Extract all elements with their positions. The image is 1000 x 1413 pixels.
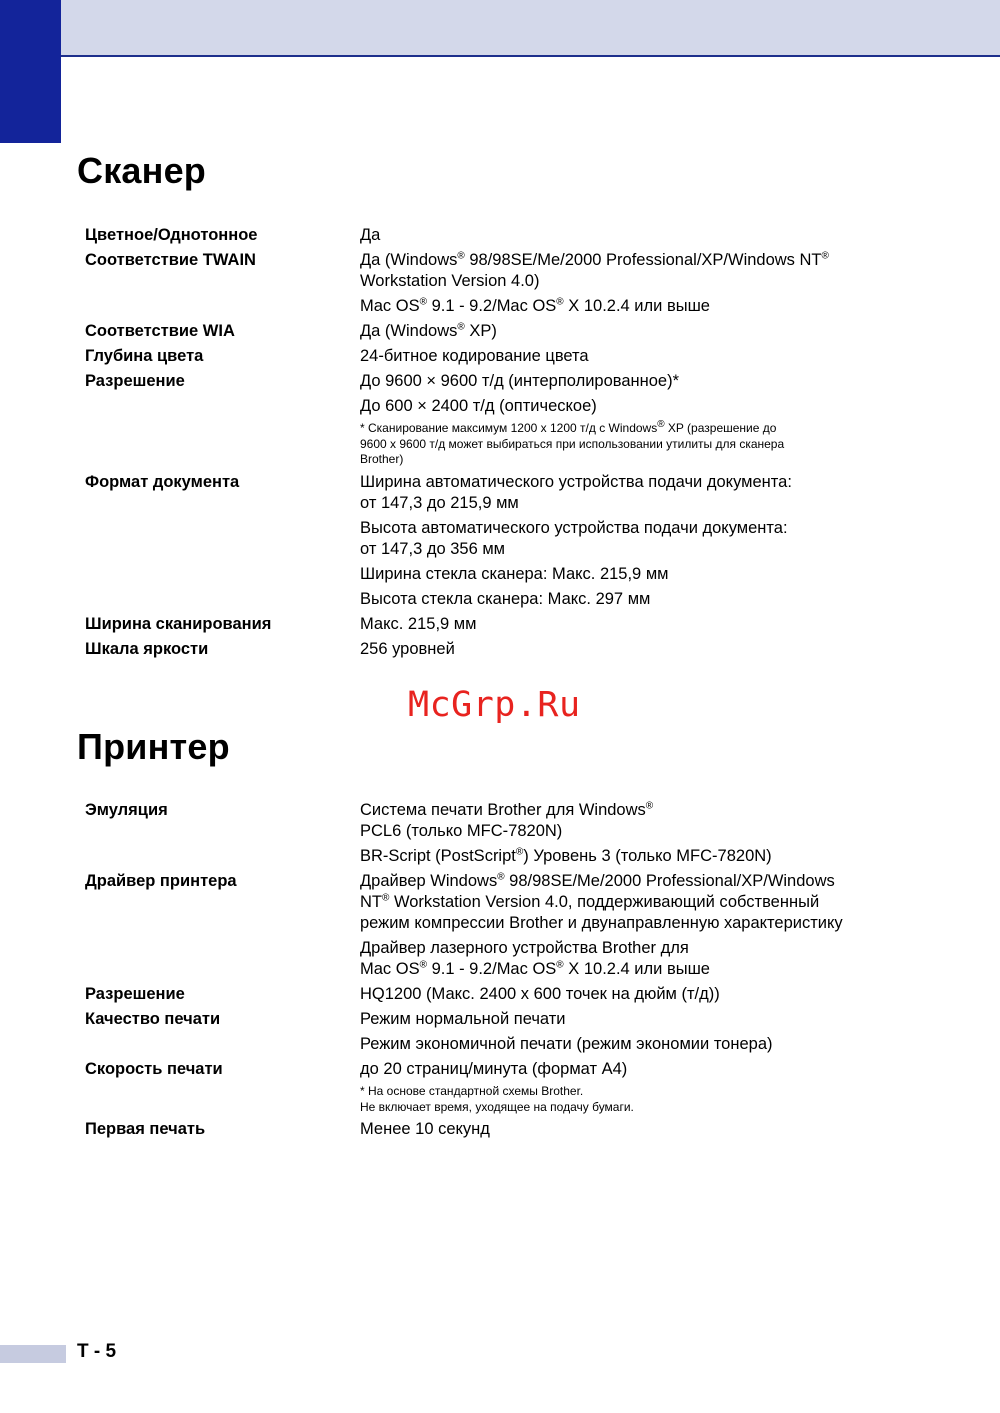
scanner-section-title: Сканер xyxy=(77,150,206,191)
spec-row-emulation xyxy=(85,800,925,871)
spec-value: Да (Windows® 98/98SE/Me/2000 Professional/XP/Windows NT® Workstation Version 4.0) xyxy=(360,250,829,290)
spec-row-print-speed xyxy=(85,1059,925,1119)
spec-value: Система печати Brother для Windows® PCL6 (только MFC-7820N) xyxy=(360,800,654,840)
spec-label: Драйвер принтера xyxy=(85,872,237,890)
spec-row-scan-width xyxy=(85,614,925,639)
spec-value: Ширина автоматического устройства подачи документа: от 147,3 до 215,9 мм xyxy=(360,472,792,512)
scanner-spec-table xyxy=(85,225,925,664)
spec-value: 24-битное кодирование цвета xyxy=(360,347,589,365)
spec-value: Высота автоматического устройства подачи документа: от 147,3 до 356 мм xyxy=(360,518,788,558)
spec-value: 256 уровней xyxy=(360,639,455,658)
spec-note: * Сканирование максимум 1200 x 1200 т/д с Windows® XP (разрешение до 9600 x 9600 т/д может выбираться при использовании утилиты для сканера Brother) xyxy=(360,419,785,466)
spec-label: Цветное/Однотонное xyxy=(85,226,258,244)
spec-label: Соответствие WIA xyxy=(85,322,235,340)
watermark: McGrp.Ru xyxy=(408,685,581,725)
spec-row-color xyxy=(85,225,925,250)
header-band xyxy=(0,0,1000,57)
spec-value: Макс. 215,9 мм xyxy=(360,614,477,633)
printer-spec-table xyxy=(85,800,925,1144)
spec-value: Mac OS® 9.1 - 9.2/Mac OS® X 10.2.4 или выше xyxy=(360,296,710,315)
spec-value: до 20 страниц/минута (формат А4) xyxy=(360,1060,628,1078)
spec-row-depth xyxy=(85,346,925,371)
spec-label: Разрешение xyxy=(85,985,185,1003)
page-number: T - 5 xyxy=(77,1341,117,1362)
spec-value: BR-Script (PostScript®) Уровень 3 (только MFC-7820N) xyxy=(360,846,772,865)
spec-row-driver xyxy=(85,871,925,984)
spec-label: Разрешение xyxy=(85,372,185,390)
spec-label: Глубина цвета xyxy=(85,347,204,365)
spec-value: Режим экономичной печати (режим экономии тонера) xyxy=(360,1035,773,1053)
spec-label: Скорость печати xyxy=(85,1060,223,1078)
spec-value: Драйвер лазерного устройства Brother для Mac OS® 9.1 - 9.2/Mac OS® X 10.2.4 или выше xyxy=(360,939,710,978)
spec-value: До 600 × 2400 т/д (оптическое) xyxy=(360,397,597,415)
spec-row-wia xyxy=(85,321,925,346)
printer-section-title: Принтер xyxy=(77,726,230,767)
spec-value: Да (Windows® XP) xyxy=(360,321,497,340)
spec-label: Шкала яркости xyxy=(85,639,209,658)
spec-label: Ширина сканирования xyxy=(85,614,272,633)
spec-label: Соответствие TWAIN xyxy=(85,251,256,269)
spec-value: Менее 10 секунд xyxy=(360,1120,490,1138)
spec-value: Высота стекла сканера: Макс. 297 мм xyxy=(360,589,651,608)
footer-band xyxy=(0,1345,66,1363)
spec-value: До 9600 × 9600 т/д (интерполированное)* xyxy=(360,372,680,390)
spec-value: Режим нормальной печати xyxy=(360,1010,566,1028)
header-corner-block xyxy=(0,0,61,143)
spec-value: Драйвер Windows® 98/98SE/Me/2000 Professional/XP/Windows NT® Workstation Version 4.0, поддерживающий собственный режим компрессии Brother и двунаправленную характеристику xyxy=(360,871,843,932)
spec-note: * На основе стандартной схемы Brother. Не включает время, уходящее на подачу бумаги. xyxy=(360,1084,634,1114)
spec-label: Эмуляция xyxy=(85,801,168,819)
spec-label: Первая печать xyxy=(85,1120,206,1138)
spec-row-document-size xyxy=(85,472,925,614)
spec-row-first-print xyxy=(85,1119,925,1144)
spec-value: Да xyxy=(360,226,381,244)
spec-row-print-quality xyxy=(85,1009,925,1059)
spec-label: Формат документа xyxy=(85,472,240,491)
spec-row-resolution xyxy=(85,371,925,472)
spec-value: HQ1200 (Макс. 2400 x 600 точек на дюйм (т/д)) xyxy=(360,985,720,1003)
spec-row-twain xyxy=(85,250,925,321)
spec-row-printer-resolution xyxy=(85,984,925,1009)
spec-value: Ширина стекла сканера: Макс. 215,9 мм xyxy=(360,564,669,583)
spec-label: Качество печати xyxy=(85,1010,221,1028)
spec-row-grayscale xyxy=(85,639,925,664)
